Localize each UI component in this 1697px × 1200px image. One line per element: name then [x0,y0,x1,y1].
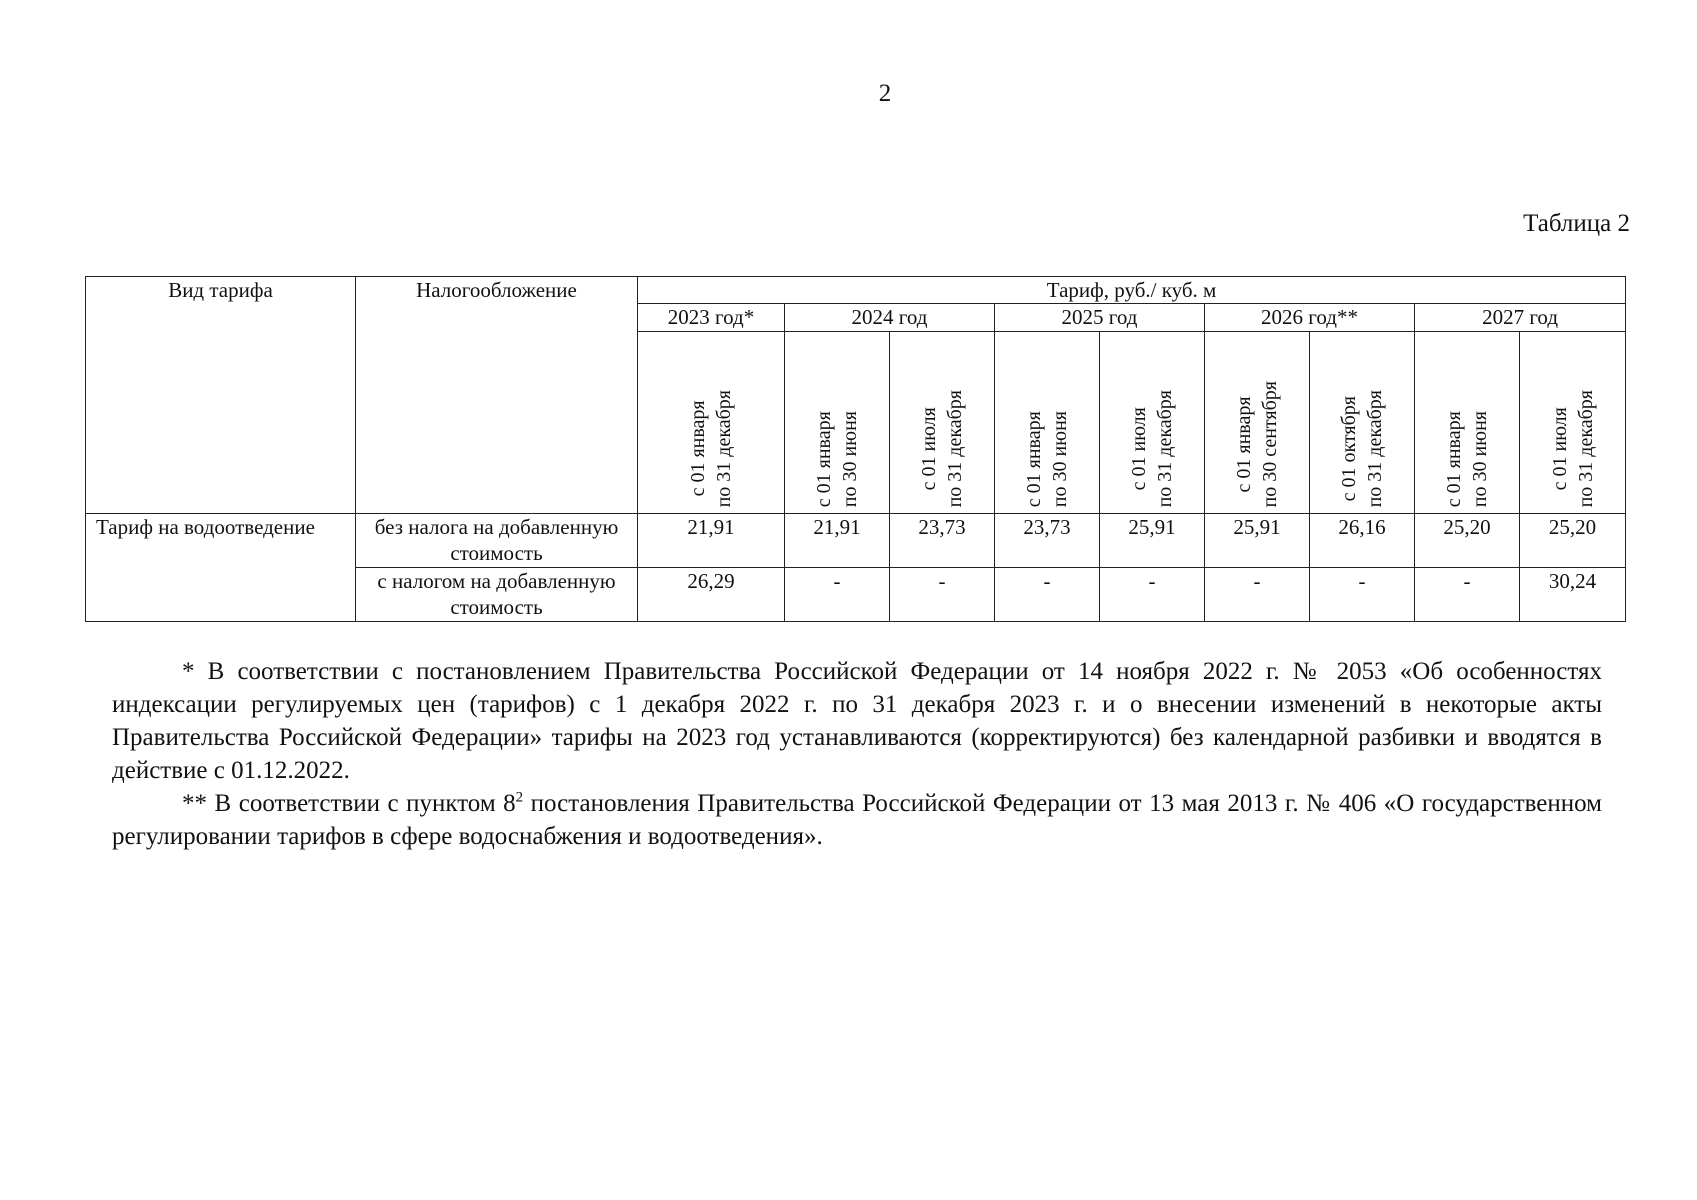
tariff-value: 21,91 [785,514,890,568]
header-period [1415,332,1520,514]
header-year: 2025 год [995,304,1205,332]
tariff-value: - [1205,568,1310,622]
period-end: по 31 декабря [1154,389,1176,507]
period-end: по 30 сентября [1259,380,1281,507]
tariff-value: 26,16 [1310,514,1415,568]
period-end: по 31 декабря [944,389,966,507]
tariff-value: - [1310,568,1415,622]
footnote-2 [112,787,1602,853]
period-end: по 31 декабря [713,389,735,507]
table-row [86,514,1626,568]
tax-type: с налогом на добавленную стоимость [356,568,638,622]
table-caption: Таблица 2 [1523,210,1630,237]
tariff-table [85,276,1626,622]
header-period [890,332,995,514]
header-period [1100,332,1205,514]
tariff-value: - [1100,568,1205,622]
header-year: 2023 год* [638,304,785,332]
period-end: по 30 июня [1049,410,1071,507]
tariff-value: 30,24 [1520,568,1626,622]
footnotes [112,655,1602,853]
period-start: с 01 октября [1338,395,1360,501]
footnote-1: * В соответствии с постановлением Правительства Российской Федерации от 14 ноября 2022 г. № 2053 «Об особенностях индексации регулируемых цен (тарифов) с 1 декабря 2022 г. по 31 декабря 2023 г. и о внесении изменений в некоторые акты Правительства Российской Федерации» тарифы на 2023 год устанавливаются (корректируются) без календарной разбивки и вводятся в действие с 01.12.2022. [112,658,1602,784]
period-end: по 30 июня [839,410,861,507]
tariff-value: 25,20 [1520,514,1626,568]
tariff-value: 25,91 [1100,514,1205,568]
page-number: 2 [878,80,892,107]
header-period [995,332,1100,514]
footnote-2-superscript: 2 [515,789,524,806]
period-end: по 31 декабря [1574,389,1597,507]
tariff-value: - [785,568,890,622]
footnote-2-text-cont: постановления Правительства Российской Федерации от 13 мая 2013 г. № 406 «О государственном регулировании тарифов в сфере водоснабжения и водоотведения». [112,790,1602,850]
period-end: по 31 декабря [1364,389,1386,507]
header-taxation: Налогообложение [356,277,638,514]
period-start: с 01 января [813,410,835,507]
period-start: с 01 июля [918,406,940,490]
period-start: с 01 января [687,400,709,497]
footnote-2-text: ** В соответствии с пунктом 8 [182,790,516,817]
header-period [1205,332,1310,514]
header-period [638,332,785,514]
period-start: с 01 января [1443,410,1465,507]
period-end: по 30 июня [1469,410,1491,507]
header-tariff-unit: Тариф, руб./ куб. м [638,277,1626,304]
header-period [785,332,890,514]
tariff-value: - [890,568,995,622]
tariff-name: Тариф на водоотведение [86,514,356,622]
tariff-value: - [995,568,1100,622]
header-period [1520,332,1626,514]
header-year: 2027 год [1415,304,1626,332]
header-year: 2024 год [785,304,995,332]
tariff-value: 23,73 [890,514,995,568]
tariff-value: 25,20 [1415,514,1520,568]
period-start: с 01 июля [1548,406,1571,490]
tariff-value: 26,29 [638,568,785,622]
header-tariff-type: Вид тарифа [86,277,356,514]
period-start: с 01 июля [1128,406,1150,490]
tariff-value: - [1415,568,1520,622]
tax-type: без налога на добавленную стоимость [356,514,638,568]
header-year: 2026 год** [1205,304,1415,332]
tariff-value: 23,73 [995,514,1100,568]
period-start: с 01 января [1023,410,1045,507]
tariff-value: 25,91 [1205,514,1310,568]
header-period [1310,332,1415,514]
tariff-value: 21,91 [638,514,785,568]
period-start: с 01 января [1233,395,1255,492]
